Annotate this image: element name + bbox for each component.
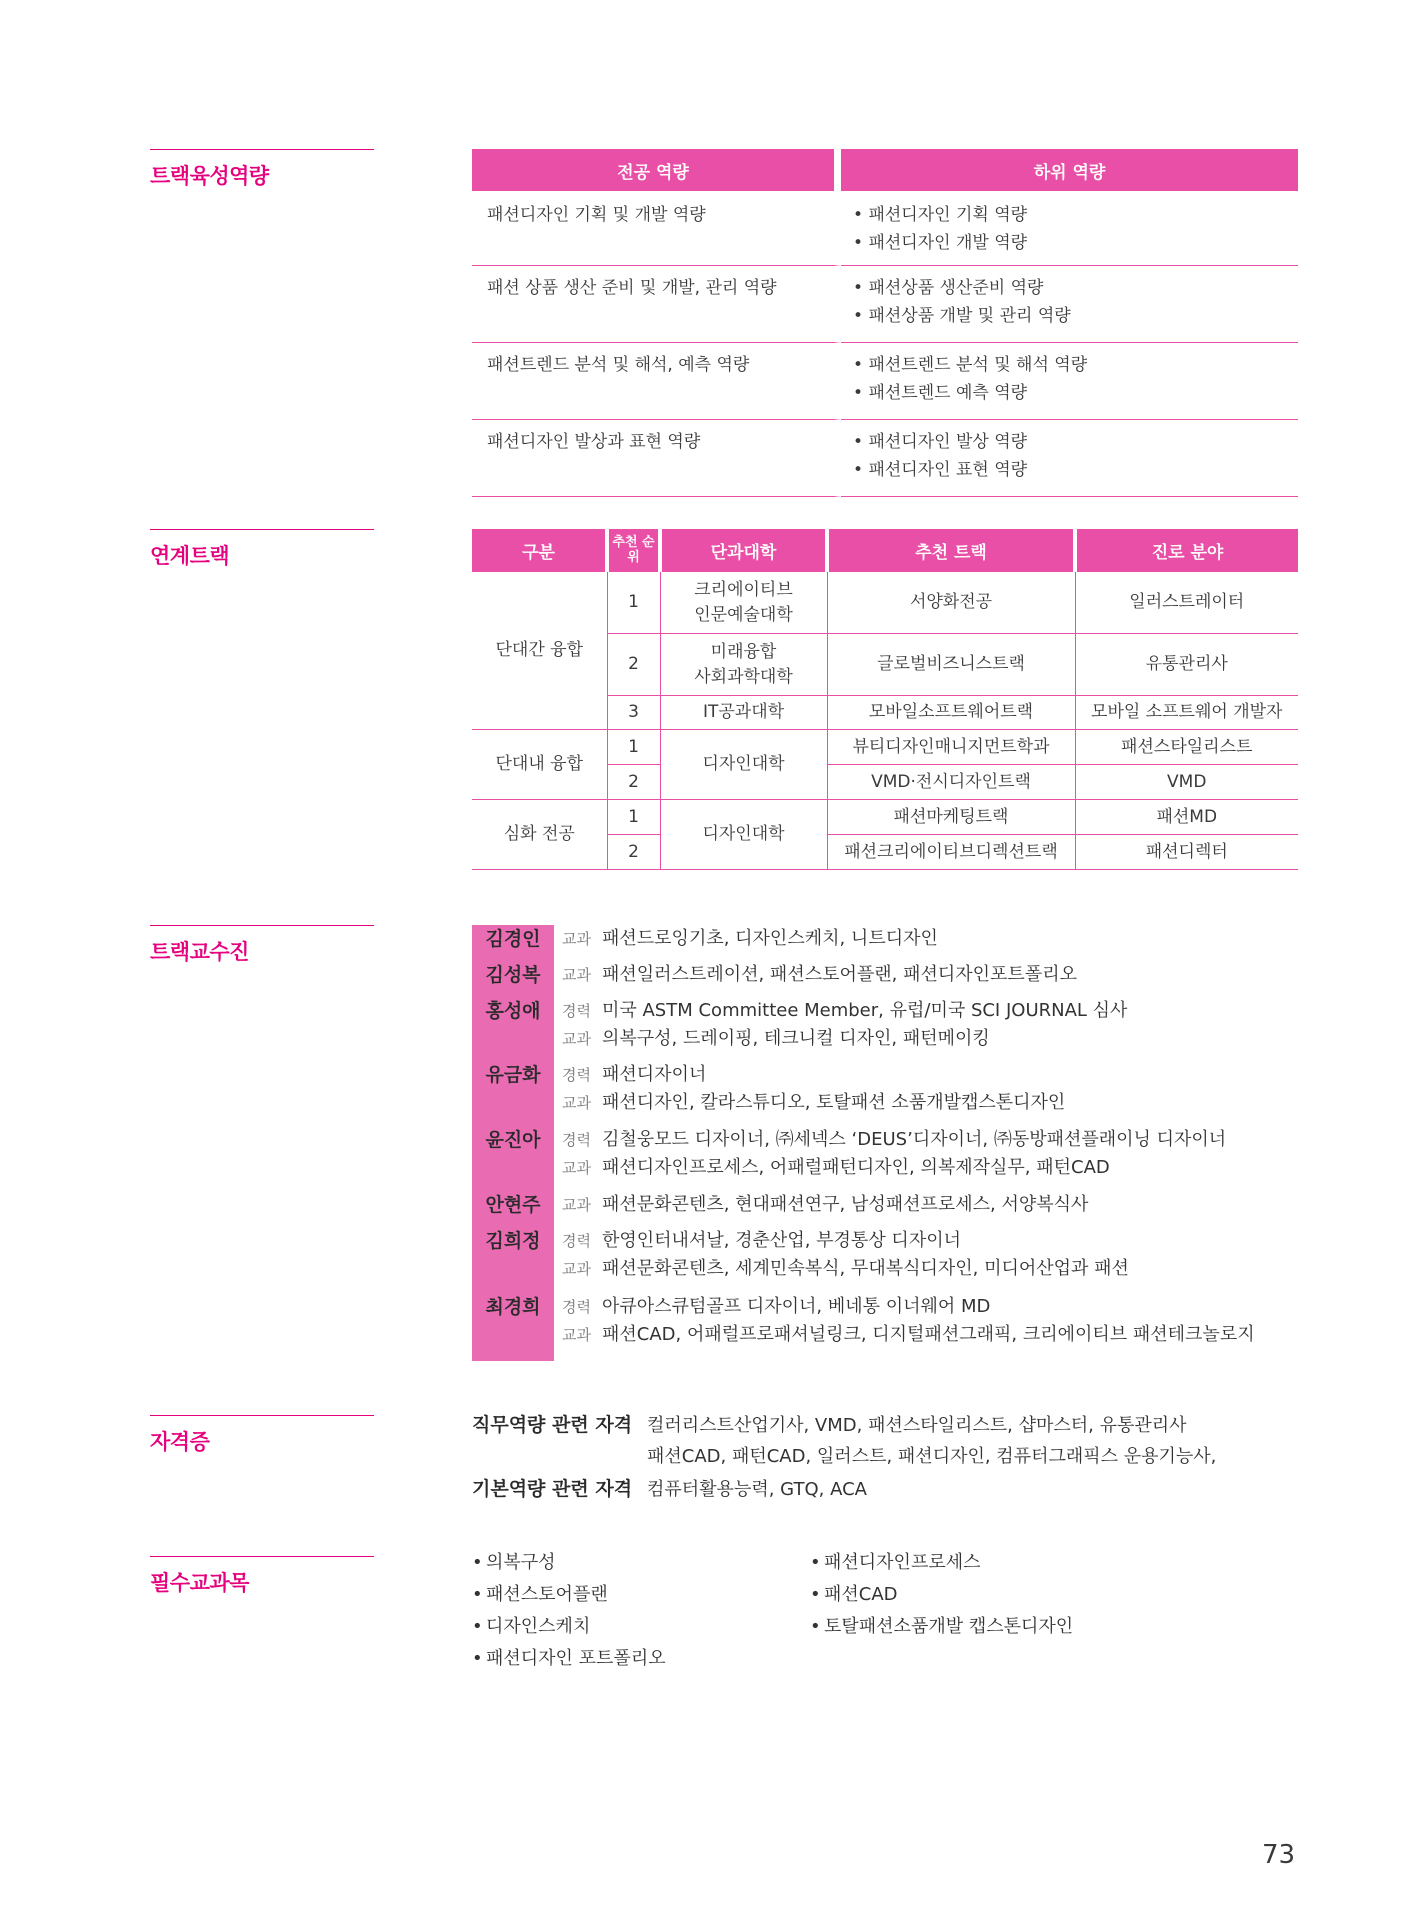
sub-competency-cell: • 패션디자인 기획 역량 • 패션디자인 개발 역량 <box>841 191 1298 266</box>
certificate-job-line: 패션CAD, 패턴CAD, 일러스트, 패션디자인, 컴퓨터그래픽스 운용기능사, <box>647 1446 1217 1467</box>
required-course-item: • 의복구성 <box>472 1552 556 1573</box>
rank-cell: 1 <box>607 730 660 765</box>
faculty-name: 김경인 <box>485 928 541 950</box>
rank-cell: 2 <box>607 835 660 870</box>
course-tag: 교과 <box>562 930 591 948</box>
rank-cell: 2 <box>607 634 660 696</box>
faculty-career: 한영인터내셔날, 경춘산업, 부경통상 디자이너 <box>602 1230 961 1251</box>
major-competency-cell: 패션디자인 기획 및 개발 역량 <box>472 191 841 266</box>
major-competency-cell: 패션트렌드 분석 및 해석, 예측 역량 <box>472 343 841 420</box>
course-tag: 교과 <box>562 1159 591 1177</box>
major-competency-cell: 패션 상품 생산 준비 및 개발, 관리 역량 <box>472 266 841 343</box>
sub-competency-item: 패션디자인 개발 역량 <box>868 233 1028 253</box>
group-type-cell: 단대간 융합 <box>472 572 607 730</box>
career-cell: 일러스트레이터 <box>1075 572 1298 634</box>
header-recommended-track: 추천 트랙 <box>827 529 1075 572</box>
required-course-item: • 토탈패션소품개발 캡스톤디자인 <box>810 1616 1074 1637</box>
faculty-name: 유금화 <box>485 1064 541 1086</box>
sub-competency-cell: • 패션상품 생산준비 역량 • 패션상품 개발 및 관리 역량 <box>841 266 1298 343</box>
faculty-career: 김철웅모드 디자이너, ㈜세넥스 ‘DEUS’디자이너, ㈜동방패션플래이닝 디자이너 <box>602 1129 1227 1150</box>
section-title-linked-track: 연계트랙 <box>150 529 374 570</box>
course-tag: 교과 <box>562 966 591 984</box>
sub-competency-cell: • 패션디자인 발상 역량 • 패션디자인 표현 역량 <box>841 420 1298 497</box>
header-type: 구분 <box>472 529 607 572</box>
section-title-certificates: 자격증 <box>150 1415 374 1456</box>
college-cell: 디자인대학 <box>660 800 827 870</box>
career-tag: 경력 <box>562 1298 591 1316</box>
section-title-required-courses: 필수교과목 <box>150 1556 374 1597</box>
sub-competency-item: 패션디자인 기획 역량 <box>868 205 1028 225</box>
required-course-item: • 패션디자인 포트폴리오 <box>472 1648 666 1669</box>
career-cell: 패션스타일리스트 <box>1075 730 1298 765</box>
table-row <box>472 420 1298 497</box>
faculty-name: 김성복 <box>485 964 541 986</box>
course-tag: 교과 <box>562 1260 591 1278</box>
track-cell: 패션마케팅트랙 <box>827 800 1075 835</box>
career-cell: VMD <box>1075 765 1298 800</box>
track-cell: 모바일소프트웨어트랙 <box>827 696 1075 730</box>
career-cell: 패션MD <box>1075 800 1298 835</box>
track-cell: 서양화전공 <box>827 572 1075 634</box>
rank-cell: 1 <box>607 572 660 634</box>
college-cell: 크리에이티브 인문예술대학 <box>660 572 827 634</box>
faculty-courses: 패션문화콘텐츠, 세계민속복식, 무대복식디자인, 미디어산업과 패션 <box>602 1258 1129 1279</box>
track-cell: 글로벌비즈니스트랙 <box>827 634 1075 696</box>
competency-table <box>472 149 1298 497</box>
faculty-career: 패션디자이너 <box>602 1064 707 1085</box>
table-row <box>472 572 1298 634</box>
section-title-competency: 트랙육성역량 <box>150 149 374 190</box>
faculty-name: 김희정 <box>485 1230 541 1252</box>
career-cell: 패션디렉터 <box>1075 835 1298 870</box>
major-competency-cell: 패션디자인 발상과 표현 역량 <box>472 420 841 497</box>
faculty-courses: 패션디자인프로세스, 어패럴패턴디자인, 의복제작실무, 패턴CAD <box>602 1157 1110 1178</box>
rank-cell: 2 <box>607 765 660 800</box>
faculty-career: 아큐아스큐텀골프 디자이너, 베네통 이너웨어 MD <box>602 1296 991 1317</box>
header-college: 단과대학 <box>660 529 827 572</box>
faculty-courses: 패션일러스트레이션, 패션스토어플랜, 패션디자인포트폴리오 <box>602 964 1077 985</box>
certificate-basic-row <box>472 1474 867 1505</box>
required-course-item: • 패션디자인프로세스 <box>810 1552 981 1573</box>
group-type-cell: 심화 전공 <box>472 800 607 870</box>
faculty-career: 미국 ASTM Committee Member, 유럽/미국 SCI JOURNAL 심사 <box>602 1000 1128 1021</box>
header-rank: 추천 순위 <box>607 529 660 572</box>
career-cell: 모바일 소프트웨어 개발자 <box>1075 696 1298 730</box>
sub-competency-cell: • 패션트렌드 분석 및 해석 역량 • 패션트렌드 예측 역량 <box>841 343 1298 420</box>
certificate-job-row-continued <box>472 1442 1216 1472</box>
faculty-name: 최경희 <box>485 1296 541 1318</box>
college-cell: 디자인대학 <box>660 730 827 800</box>
faculty-courses: 패션CAD, 어패럴프로패셔널링크, 디지털패션그래픽, 크리에이티브 패션테크놀로지 <box>602 1324 1255 1345</box>
table-row <box>472 191 1298 266</box>
faculty-courses: 의복구성, 드레이핑, 테크니컬 디자인, 패턴메이킹 <box>602 1028 990 1049</box>
sub-competency-item: 패션디자인 발상 역량 <box>868 432 1028 452</box>
career-cell: 유통관리사 <box>1075 634 1298 696</box>
sub-competency-item: 패션트렌드 분석 및 해석 역량 <box>868 355 1088 375</box>
faculty-name: 안현주 <box>485 1194 541 1216</box>
required-course-item: • 디자인스케치 <box>472 1616 591 1637</box>
group-type-cell: 단대내 융합 <box>472 730 607 800</box>
certificate-job-line: 컬러리스트산업기사, VMD, 패션스타일리스트, 샵마스터, 유통관리사 <box>647 1415 1187 1436</box>
certificate-basic-text: 컴퓨터활용능력, GTQ, ACA <box>647 1479 867 1500</box>
section-title-faculty: 트랙교수진 <box>150 925 374 966</box>
track-cell: VMD·전시디자인트랙 <box>827 765 1075 800</box>
course-tag: 교과 <box>562 1030 591 1048</box>
faculty-courses: 패션드로잉기초, 디자인스케치, 니트디자인 <box>602 928 938 949</box>
sub-competency-item: 패션상품 개발 및 관리 역량 <box>868 306 1071 326</box>
track-cell: 패션크리에이티브디렉션트랙 <box>827 835 1075 870</box>
table-row <box>472 266 1298 343</box>
required-course-item: • 패션CAD <box>810 1584 898 1605</box>
faculty-list <box>472 925 1332 1361</box>
career-tag: 경력 <box>562 1002 591 1020</box>
track-cell: 뷰티디자인매니지먼트학과 <box>827 730 1075 765</box>
faculty-courses: 패션문화콘텐츠, 현대패션연구, 남성패션프로세스, 서양복식사 <box>602 1194 1089 1215</box>
college-cell: 미래융합 사회과학대학 <box>660 634 827 696</box>
table-row <box>472 730 1298 765</box>
linked-track-table <box>472 529 1298 870</box>
sub-competency-item: 패션디자인 표현 역량 <box>868 460 1028 480</box>
required-course-item: • 패션스토어플랜 <box>472 1584 608 1605</box>
header-major-competency: 전공 역량 <box>472 149 841 191</box>
career-tag: 경력 <box>562 1131 591 1149</box>
page-number: 73 <box>1262 1840 1296 1870</box>
certificate-basic-label: 기본역량 관련 자격 <box>472 1478 633 1500</box>
sub-competency-item: 패션트렌드 예측 역량 <box>868 383 1028 403</box>
career-tag: 경력 <box>562 1232 591 1250</box>
certificate-job-row <box>472 1410 1187 1441</box>
rank-cell: 1 <box>607 800 660 835</box>
course-tag: 교과 <box>562 1326 591 1344</box>
header-sub-competency: 하위 역량 <box>841 149 1298 191</box>
faculty-name: 윤진아 <box>485 1129 541 1151</box>
header-career-field: 진로 분야 <box>1075 529 1298 572</box>
rank-cell: 3 <box>607 696 660 730</box>
sub-competency-item: 패션상품 생산준비 역량 <box>868 278 1044 298</box>
faculty-courses: 패션디자인, 칼라스튜디오, 토탈패션 소품개발캡스톤디자인 <box>602 1092 1066 1113</box>
table-row <box>472 800 1298 835</box>
career-tag: 경력 <box>562 1066 591 1084</box>
faculty-name: 홍성애 <box>485 1000 541 1022</box>
table-row <box>472 343 1298 420</box>
college-cell: IT공과대학 <box>660 696 827 730</box>
course-tag: 교과 <box>562 1196 591 1214</box>
course-tag: 교과 <box>562 1094 591 1112</box>
certificate-job-label: 직무역량 관련 자격 <box>472 1414 633 1436</box>
